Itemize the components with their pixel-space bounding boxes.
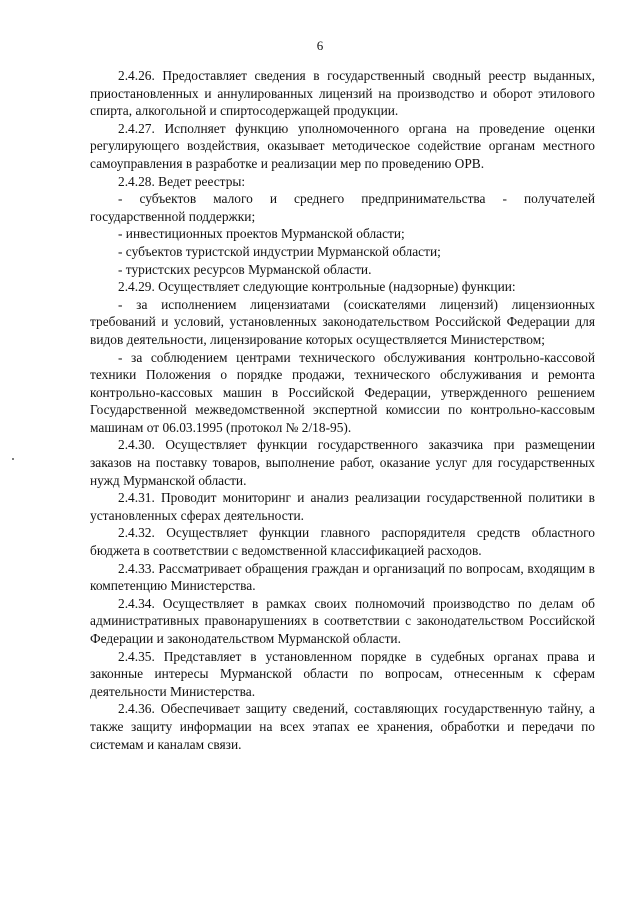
document-body <box>90 67 595 753</box>
paragraph-2-4-30: 2.4.30. Осуществляет функции государственного заказчика при размещении заказов на поставку товаров, выполнение работ, оказание услуг для государственных нужд Мурманской области. <box>90 437 595 488</box>
paragraph-2-4-36: 2.4.36. Обеспечивает защиту сведений, составляющих государственную тайну, а также защиту информации на всех этапах ее хранения, обработки и передачи по системам и каналам связи. <box>90 701 595 752</box>
control-item-licensing: - за исполнением лицензиатами (соискателями лицензий) лицензионных требований и условий, установленных законодательством Российской Федерации для видов деятельности, лицензирование которых осуществляется Министерством; <box>90 296 595 347</box>
margin-dot <box>12 458 14 460</box>
page-number: 6 <box>316 38 324 53</box>
registry-item-tourism-resources: - туристских ресурсов Мурманской области. <box>118 261 372 277</box>
registry-item-smb: - субъектов малого и среднего предпринимательства - получателей государственной поддержки; <box>90 191 595 224</box>
paragraph-2-4-28: 2.4.28. Ведет реестры: <box>118 173 246 189</box>
paragraph-2-4-35: 2.4.35. Представляет в установленном порядке в судебных органах права и законные интересы Мурманской области по вопросам, отнесенным к сферам деятельности Министерства. <box>90 648 595 699</box>
paragraph-2-4-29: 2.4.29. Осуществляет следующие контрольные (надзорные) функции: <box>118 279 516 295</box>
paragraph-2-4-26: 2.4.26. Предоставляет сведения в государственный сводный реестр выданных, приостановленных и аннулированных лицензий на производство и оборот этилового спирта, алкогольной и спиртосодержащей продукции. <box>90 68 595 119</box>
registry-item-tourism-industry: - субъектов туристской индустрии Мурманской области; <box>118 243 441 259</box>
paragraph-2-4-27: 2.4.27. Исполняет функцию уполномоченного органа на проведение оценки регулирующего воздействия, оказывает методическое содействие органам местного самоуправления в разработке и реализации мер по проведению ОРВ. <box>90 120 595 171</box>
paragraph-2-4-31: 2.4.31. Проводит мониторинг и анализ реализации государственной политики в установленных сферах деятельности. <box>90 490 595 523</box>
paragraph-2-4-33: 2.4.33. Рассматривает обращения граждан и организаций по вопросам, входящим в компетенцию Министерства. <box>90 560 595 594</box>
paragraph-2-4-34: 2.4.34. Осуществляет в рамках своих полномочий производство по делам об административных правонарушениях в соответствии с законодательством Российской Федерации и законодательством Мурманской области. <box>90 595 595 646</box>
paragraph-2-4-32: 2.4.32. Осуществляет функции главного распорядителя средств областного бюджета в соответствии с ведомственной классификацией расходов. <box>90 525 595 559</box>
control-item-cash-registers: - за соблюдением центрами технического обслуживания контрольно-кассовой техники Положения о порядке продажи, технического обслуживания и ремонта контрольно-кассовых машин в Российской Федерации, утвержденного решением Государственной межведомственной экспертной комиссии по контрольно-кассовым машинам от 06.03.1995 (протокол № 2/18-95). <box>90 349 595 435</box>
registry-item-investment: - инвестиционных проектов Мурманской области; <box>118 226 405 242</box>
